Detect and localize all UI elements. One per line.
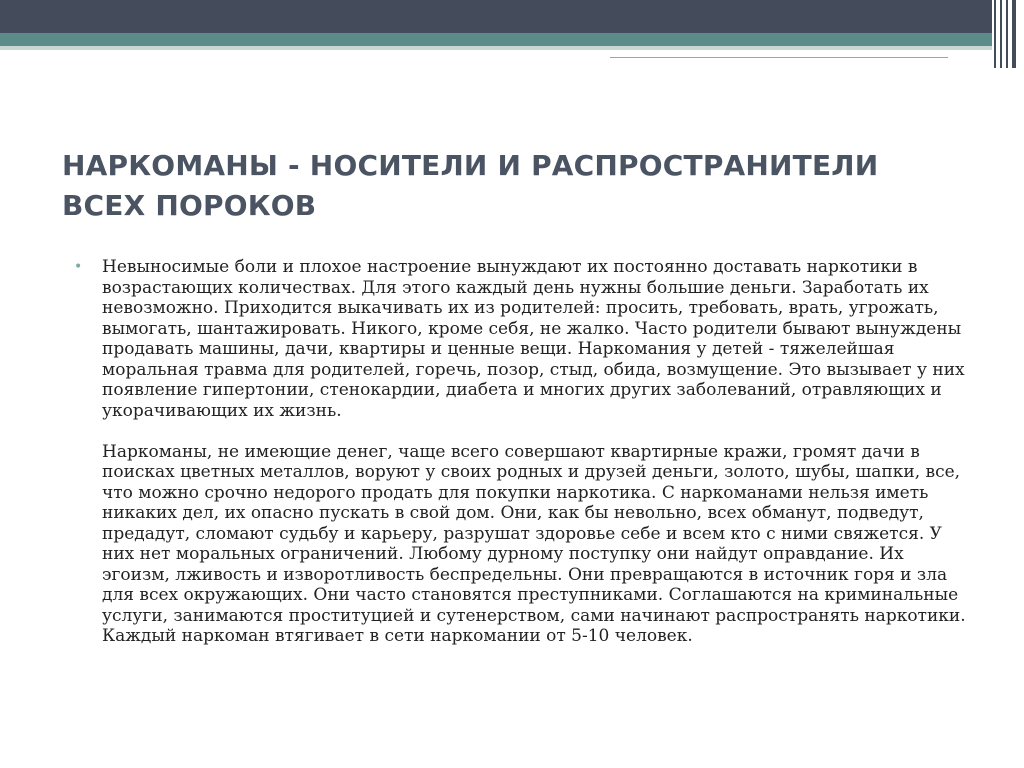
header-band-teal bbox=[0, 33, 1024, 46]
bullet-text bbox=[102, 257, 974, 647]
paragraph-1: Невыносимые боли и плохое настроение вынуждают их постоянно доставать наркотики в возрастающих количествах. Для этого каждый день нужны большие деньги. Заработать их невозможно. Приходится выкачивать их из родителей: просить, требовать, врать, угрожать, вымогать, шантажировать. Никого, кроме себя, не жалко. Часто родители бывают вынуждены продавать машины, дачи, квартиры и ценные вещи. Наркомания у детей - тяжелейшая моральная травма для родителей, горечь, позор, стыд, обида, возмущение. Это вызывает у них появление гипертонии, стенокардии, диабета и многих других заболеваний, отравляющих и укорачивающих их жизнь. bbox=[102, 257, 965, 421]
header-band-dark bbox=[0, 0, 1024, 33]
slide-body bbox=[74, 257, 974, 647]
slide-title: НАРКОМАНЫ - НОСИТЕЛИ И РАСПРОСТРАНИТЕЛИ ВСЕХ ПОРОКОВ bbox=[62, 149, 879, 222]
bullet-item bbox=[74, 257, 974, 647]
header-rule-line bbox=[610, 57, 948, 58]
header-band-light bbox=[0, 46, 1024, 50]
paragraph-2: Наркоманы, не имеющие денег, чаще всего совершают квартирные кражи, громят дачи в поисках цветных металлов, воруют у своих родных и друзей деньги, золото, шубы, шапки, все, что можно срочно недорого продать для покупки наркотика. С наркоманами нельзя иметь никаких дел, их опасно пускать в свой дом. Они, как бы невольно, всех обманут, подведут, предадут, сломают судьбу и карьеру, разрушат здоровье себе и всем кто с ними свяжется. У них нет моральных ограничений. Любому дурному поступку они найдут оправдание. Их эгоизм, лживость и изворотливость беспредельны. Они превращаются в источник горя и зла для всех окружающих. Они часто становятся преступниками. Соглашаются на криминальные услуги, занимаются проституцией и сутенерством, сами начинают распространять наркотики. Каждый наркоман втягивает в сети наркомании от 5-10 человек. bbox=[102, 441, 966, 646]
corner-stripes-decoration bbox=[992, 0, 1024, 68]
bullet-dot-icon: • bbox=[74, 259, 83, 275]
